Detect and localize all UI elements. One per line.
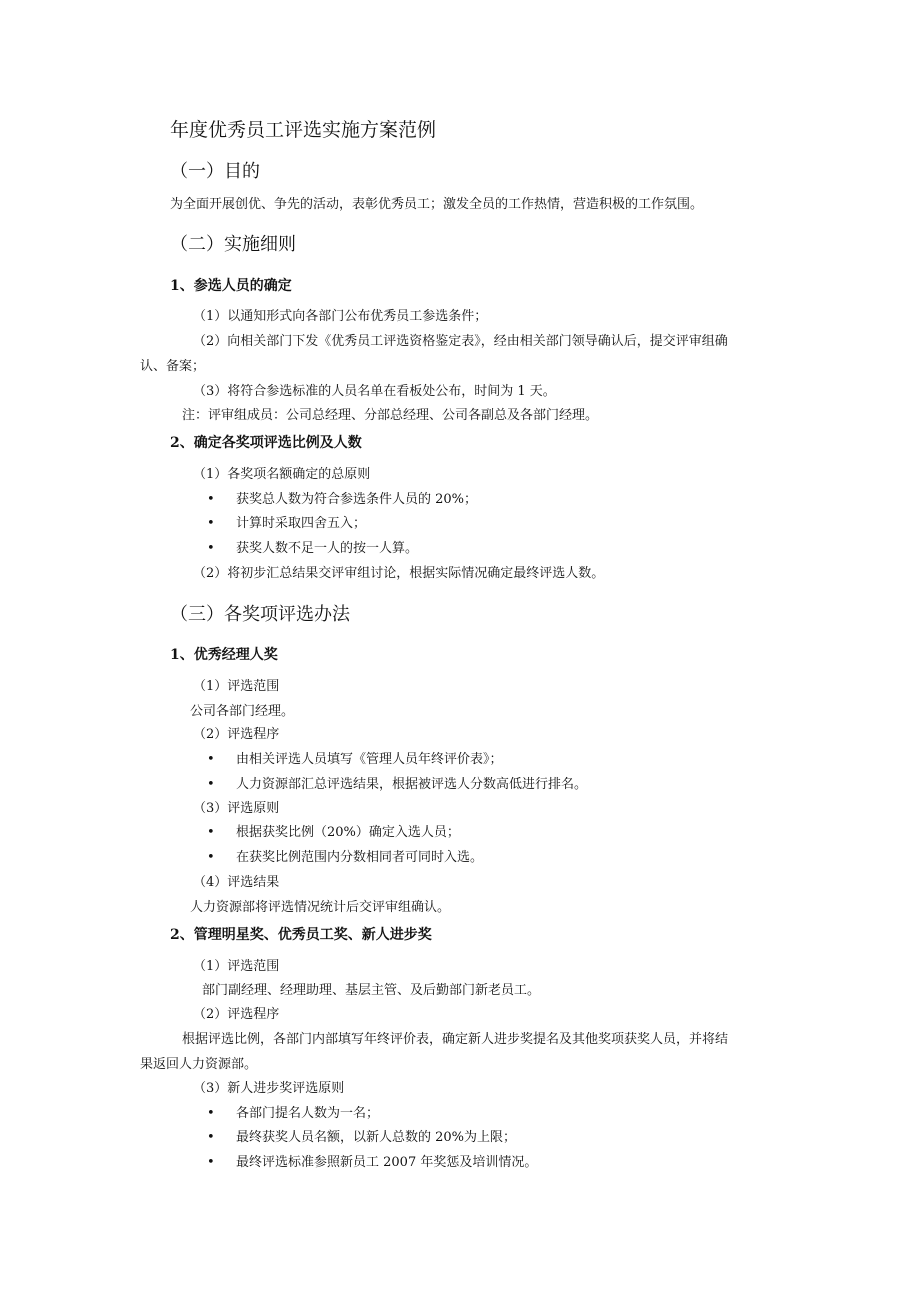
star-scope-label: （1）评选范围 [193, 959, 280, 974]
bullet-icon: • [207, 825, 215, 840]
manager-procedure-bullet-1: 由相关评选人员填写《管理人员年终评价表》； [236, 752, 503, 767]
bullet-icon: • [207, 777, 215, 792]
manager-procedure-label: （2）评选程序 [193, 727, 280, 742]
subheading-ratio: 2、确定各奖项评选比例及人数 [170, 435, 362, 451]
manager-principle-bullet-2: 在获奖比例范围内分数相同者可同时入选。 [236, 850, 484, 865]
bullet-icon: • [207, 516, 215, 531]
participants-item-2: （2）向相关部门下发《优秀员工评选资格鉴定表》，经由相关部门领导确认后，提交评审组确 [193, 334, 728, 349]
bullet-icon: • [207, 492, 215, 507]
manager-scope-text: 公司各部门经理。 [190, 704, 295, 719]
review-team-note: 注：评审组成员：公司总经理、分部总经理、公司各副总及各部门经理。 [182, 408, 599, 423]
manager-result-text: 人力资源部将评选情况统计后交评审组确认。 [190, 900, 451, 915]
participants-item-1: （1）以通知形式向各部门公布优秀员工参选条件； [193, 309, 488, 324]
bullet-icon: • [207, 1155, 215, 1170]
document-title: 年度优秀员工评选实施方案范例 [170, 119, 437, 141]
subheading-star-awards: 2、管理明星奖、优秀员工奖、新人进步奖 [170, 927, 432, 943]
star-scope-text: 部门副经理、经理助理、基层主管、及后勤部门新老员工。 [202, 983, 541, 998]
star-procedure-text: 根据评选比例，各部门内部填写年终评价表，确定新人进步奖提名及其他奖项获奖人员，并将结 [182, 1032, 729, 1047]
manager-principle-bullet-1: 根据获奖比例（20%）确定入选人员； [236, 825, 460, 840]
subheading-participants: 1、参选人员的确定 [170, 278, 292, 294]
bullet-icon: • [207, 1106, 215, 1121]
bullet-icon: • [207, 752, 215, 767]
ratio-item-1: （1）各奖项名额确定的总原则 [193, 467, 371, 482]
newcomer-principle-bullet-1: 各部门提名人数为一名； [236, 1106, 380, 1121]
bullet-icon: • [207, 541, 215, 556]
newcomer-principle-bullet-2: 最终获奖人员名额，以新人总数的 20%为上限； [236, 1130, 517, 1145]
star-procedure-text-cont: 果返回人力资源部。 [140, 1057, 258, 1072]
manager-principle-label: （3）评选原则 [193, 801, 280, 816]
section-heading-rules: （二）实施细则 [170, 234, 296, 255]
section-heading-methods: （三）各奖项评选办法 [170, 604, 350, 625]
bullet-icon: • [207, 1130, 215, 1145]
manager-result-label: （4）评选结果 [193, 875, 280, 890]
participants-item-3: （3）将符合参选标准的人员名单在看板处公布，时间为 1 天。 [193, 384, 556, 399]
newcomer-principle-bullet-3: 最终评选标准参照新员工 2007 年奖惩及培训情况。 [236, 1155, 538, 1170]
manager-procedure-bullet-2: 人力资源部汇总评选结果，根据被评选人分数高低进行排名。 [236, 777, 588, 792]
ratio-bullet-2: 计算时采取四舍五入； [236, 516, 367, 531]
ratio-bullet-3: 获奖人数不足一人的按一人算。 [236, 541, 419, 556]
bullet-icon: • [207, 850, 215, 865]
ratio-bullet-1: 获奖总人数为符合参选条件人员的 20%； [236, 492, 478, 507]
purpose-text: 为全面开展创优、争先的活动，表彰优秀员工；激发全员的工作热情，营造积极的工作氛围。 [170, 197, 704, 212]
participants-item-2-cont: 认、备案； [140, 359, 206, 374]
manager-scope-label: （1）评选范围 [193, 679, 280, 694]
ratio-item-2: （2）将初步汇总结果交评审组讨论，根据实际情况确定最终评选人数。 [193, 566, 605, 581]
star-procedure-label: （2）评选程序 [193, 1007, 280, 1022]
subheading-manager-award: 1、优秀经理人奖 [170, 647, 278, 663]
section-heading-purpose: （一）目的 [170, 161, 260, 182]
newcomer-principle-label: （3）新人进步奖评选原则 [193, 1081, 345, 1096]
